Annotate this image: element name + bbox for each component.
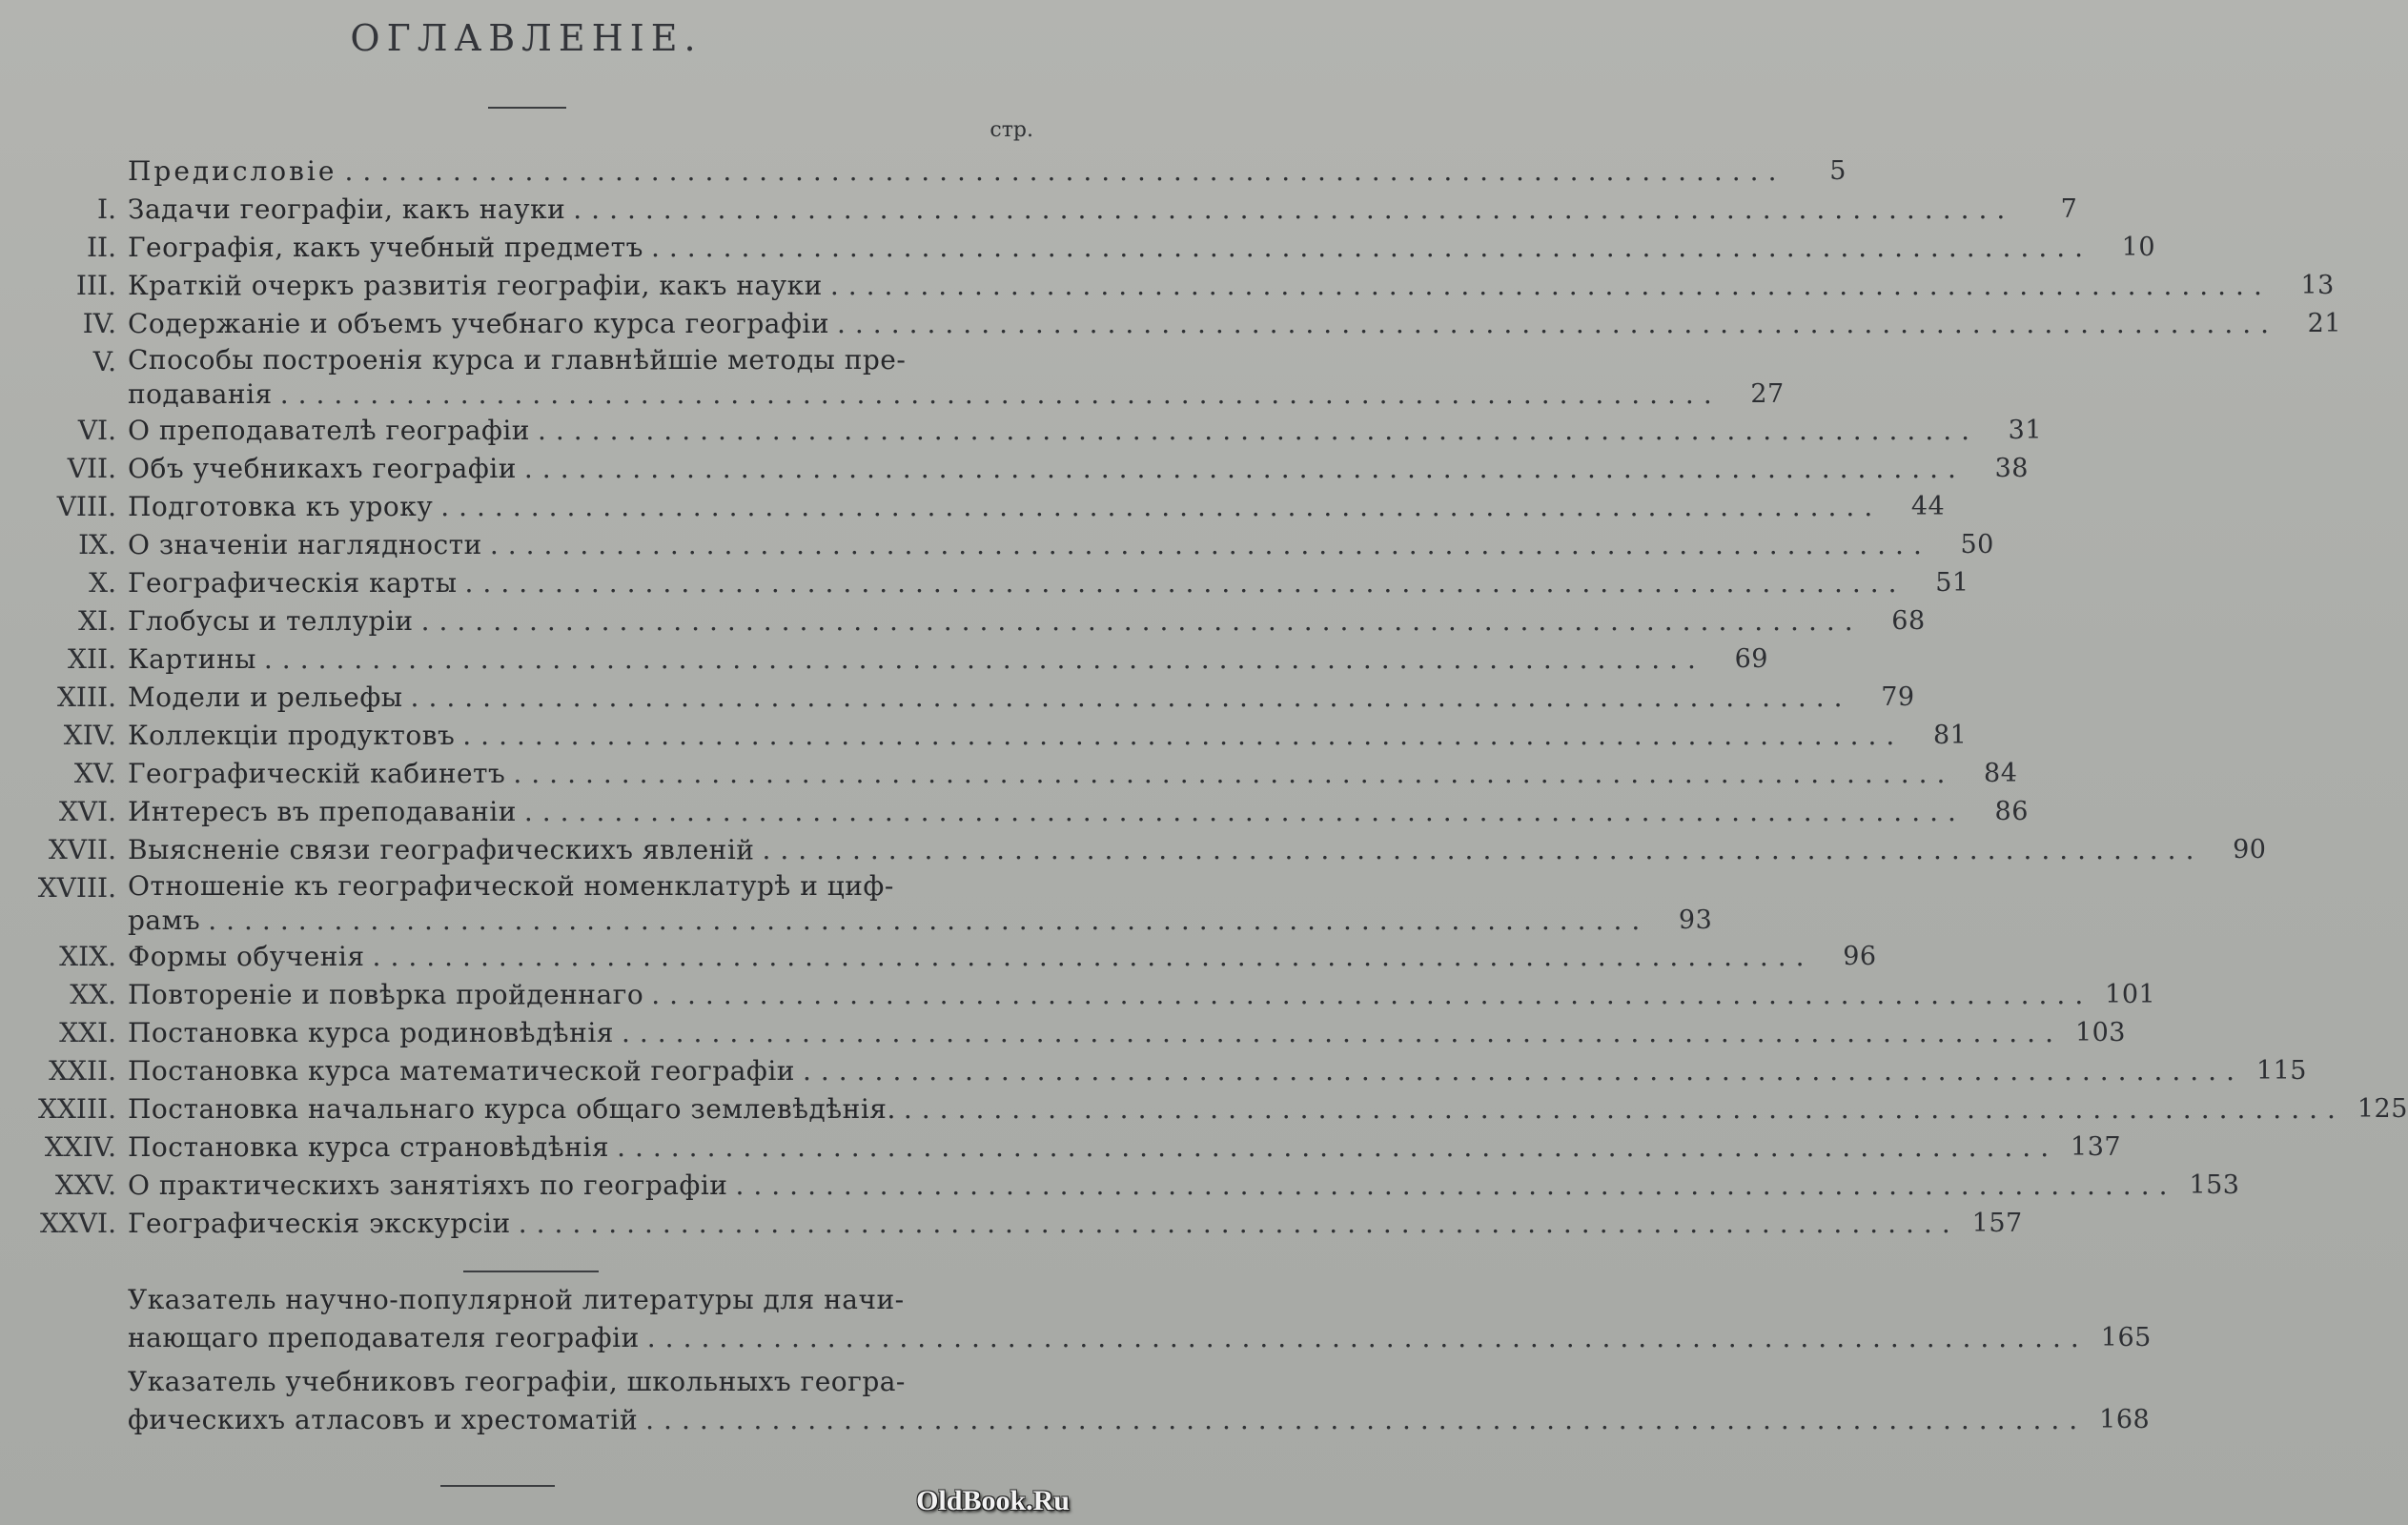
entry-line: [128, 1401, 2150, 1439]
chapter-number: XV.: [73, 758, 116, 789]
entry-page: 157: [1971, 1209, 2023, 1238]
entry-page: 38: [1994, 454, 2029, 483]
toc-entry: [0, 267, 2335, 305]
entry-body: [128, 831, 2266, 869]
toc-entry: [0, 343, 1785, 412]
entry-page: 84: [1984, 759, 2018, 788]
entry-title: Краткій очеркъ развитія географіи, какъ науки: [128, 270, 823, 301]
entry-page: 101: [2105, 980, 2156, 1009]
entry-page: 81: [1932, 721, 1968, 750]
dot-leader: ................................................................................: [537, 415, 1980, 446]
chapter-number: XXII.: [49, 1055, 116, 1087]
entry-title: Постановка начальнаго курса общаго землевѣдѣнія.: [128, 1093, 896, 1125]
chapter-number: XXIV.: [44, 1131, 116, 1163]
dot-leader: ................................................................................: [645, 1404, 2088, 1435]
entry-title: Указатель учебниковъ географіи, школьныхъ геогра-: [128, 1366, 906, 1397]
dot-leader: ................................................................................: [464, 567, 1907, 599]
entry-title: Глобусы и теллуріи: [128, 605, 414, 637]
entry-body: [128, 1014, 2126, 1052]
appendix-list: [0, 1281, 2152, 1445]
entry-line: [128, 1052, 2307, 1090]
entry-line: [128, 755, 2017, 793]
entry-page: 137: [2071, 1132, 2122, 1162]
chapter-number: XXV.: [54, 1169, 116, 1201]
entry-page: 96: [1843, 942, 1877, 971]
chapter-number: XIII.: [56, 681, 116, 713]
entry-body: [128, 1205, 2023, 1243]
chapter-number: [0, 1281, 128, 1357]
entry-line: [128, 602, 1926, 640]
entry-line: [128, 1167, 2240, 1205]
entry-line: [128, 976, 2155, 1014]
entry-body: [128, 412, 2042, 450]
toc-entry: [0, 564, 1969, 602]
entry-page: 90: [2233, 835, 2267, 864]
entry-title: Выясненіе связи географическихъ явленій: [128, 834, 755, 865]
toc-entry: [0, 1363, 2151, 1439]
entry-body: [128, 564, 1969, 602]
entry-title: Коллекціи продуктовъ: [128, 720, 456, 751]
entry-line: [128, 526, 1994, 564]
chapter-number: IX.: [78, 529, 116, 560]
entry-line: [128, 305, 2341, 343]
entry-body: [128, 755, 2017, 793]
dot-leader: ................................................................................: [523, 796, 1966, 827]
chapter-number: XVIII.: [37, 872, 116, 904]
dot-leader: ................................................................................: [903, 1093, 2345, 1125]
chapter-number: XII.: [68, 643, 116, 675]
dot-leader: ................................................................................: [762, 834, 2204, 865]
entry-line: [128, 488, 1945, 526]
entry-page: 13: [2300, 271, 2335, 300]
dot-leader: ................................................................................: [837, 308, 2279, 339]
toc-entry: [0, 412, 2043, 450]
toc-entry: [0, 1281, 2152, 1357]
entry-page: 69: [1734, 644, 1768, 674]
toc-entry: [0, 831, 2267, 869]
toc-entry: [0, 1052, 2307, 1090]
dot-leader: ................................................................................: [279, 378, 1722, 410]
entry-page: 44: [1910, 492, 1946, 521]
entry-title: Способы построенія курса и главнѣйшіе методы пре-: [128, 344, 907, 376]
chapter-number: II.: [86, 232, 116, 263]
toc-entry: [0, 1167, 2240, 1205]
page-column-header: стр.: [990, 118, 1033, 142]
chapter-number: VI.: [77, 415, 116, 446]
dot-leader: ................................................................................: [646, 1322, 2089, 1353]
toc-entry: [0, 679, 1915, 717]
entry-line: [128, 938, 1877, 976]
entry-body: [128, 450, 2029, 488]
entry-title: Постановка курса родиновѣдѣнія: [128, 1017, 614, 1048]
entry-body: [128, 938, 1877, 976]
entry-page: 115: [2255, 1056, 2307, 1086]
toc-entry: [0, 640, 1768, 679]
entry-line: [128, 1090, 2408, 1128]
entry-title: Постановка курса страновѣдѣнія: [128, 1131, 610, 1163]
toc-entry: [0, 1090, 2408, 1128]
entry-page: 27: [1750, 379, 1785, 409]
entry-title: О значеніи наглядности: [128, 529, 482, 560]
entry-body: [128, 1363, 2150, 1439]
entry-line: [128, 377, 1785, 412]
section-rule: [463, 1271, 599, 1272]
entry-page: 125: [2357, 1094, 2408, 1124]
entry-title: Формы обученія: [128, 941, 365, 972]
entry-line: [128, 717, 1967, 755]
chapter-number: IV.: [82, 308, 116, 339]
entry-body: [128, 602, 1926, 640]
toc-entry-preface: [0, 152, 1849, 191]
entry-title: Отношеніе къ географической номенклатурѣ и циф-: [128, 870, 894, 902]
toc-entry: [0, 938, 1877, 976]
chapter-number: V.: [92, 346, 116, 377]
entry-page: 68: [1891, 606, 1926, 636]
chapter-number: VII.: [67, 453, 116, 484]
entry-body: [128, 152, 1848, 191]
entry-line: [128, 1281, 2152, 1319]
entry-line: [128, 152, 1848, 191]
entry-title: Картины: [128, 643, 256, 675]
entry-line: [128, 267, 2335, 305]
entry-body: [128, 191, 2077, 229]
dot-leader: ................................................................................: [462, 720, 1905, 751]
dot-leader: ................................................................................: [573, 193, 2015, 225]
toc-entry: [0, 976, 2156, 1014]
entry-page: 50: [1960, 530, 1994, 559]
entry-line: [128, 191, 2077, 229]
entry-title: О практическихъ занятіяхъ по географіи: [128, 1169, 728, 1201]
dot-leader: ................................................................................: [617, 1131, 2059, 1163]
dot-leader: ................................................................................: [523, 453, 1966, 484]
toc-entry: [0, 1014, 2126, 1052]
entry-body: [128, 526, 1994, 564]
chapter-number: X.: [89, 567, 116, 599]
entry-line: [128, 1205, 2023, 1243]
chapter-number: XXVI.: [39, 1208, 116, 1239]
chapter-number: XI.: [78, 605, 116, 637]
dot-leader: ................................................................................: [518, 1208, 1960, 1239]
entry-line: [128, 831, 2266, 869]
entry-body: [128, 229, 2155, 267]
entry-title: Предисловіе: [128, 155, 337, 187]
entry-title: Подготовка къ уроку: [128, 491, 434, 522]
entry-body: [128, 1281, 2152, 1357]
entry-line: [128, 564, 1969, 602]
entry-body: [128, 267, 2335, 305]
dot-leader: ................................................................................: [208, 905, 1650, 936]
page-title: ОГЛАВЛЕНІЕ.: [350, 17, 703, 59]
entry-line: [128, 1128, 2121, 1167]
toc-entry: [0, 526, 1994, 564]
entry-page: 168: [2099, 1405, 2151, 1434]
toc-entry: [0, 488, 1946, 526]
entry-line: [128, 869, 1712, 904]
entry-title: Географическія экскурсіи: [128, 1208, 511, 1239]
dot-leader: ................................................................................: [829, 270, 2272, 301]
chapter-number: XX.: [70, 979, 116, 1010]
entry-body: [128, 976, 2155, 1014]
entry-page: 153: [2189, 1170, 2240, 1200]
entry-title: Интересъ въ преподаваніи: [128, 796, 517, 827]
entry-body: [128, 869, 1712, 938]
dot-leader: ................................................................................: [651, 979, 2093, 1010]
entry-line: [128, 679, 1915, 717]
dot-leader: ................................................................................: [372, 941, 1814, 972]
chapter-number: [0, 152, 128, 191]
toc-entry: [0, 869, 1713, 938]
dot-leader: ................................................................................: [410, 681, 1852, 713]
entry-title: Модели и рельефы: [128, 681, 403, 713]
title-rule: [488, 107, 566, 109]
entry-title: Задачи географіи, какъ науки: [128, 193, 566, 225]
entry-body: [128, 679, 1915, 717]
chapter-number: I.: [97, 193, 116, 225]
entry-title: рамъ: [128, 905, 201, 936]
toc-entry: [0, 229, 2156, 267]
chapter-number: [0, 1363, 128, 1439]
dot-leader: ................................................................................: [621, 1017, 2063, 1048]
entry-title: фическихъ атласовъ и хрестоматій: [128, 1404, 639, 1435]
chapter-list: [0, 191, 2408, 1243]
toc-entry: [0, 717, 1968, 755]
dot-leader: ................................................................................: [440, 491, 1883, 522]
entry-page: 103: [2074, 1018, 2126, 1047]
entry-body: [128, 488, 1945, 526]
entry-title: нающаго преподавателя географіи: [128, 1322, 640, 1353]
entry-page: 31: [2008, 416, 2043, 445]
bottom-rule: [440, 1485, 555, 1487]
dot-leader: ................................................................................: [263, 643, 1705, 675]
entry-title: Повтореніе и повѣрка пройденнаго: [128, 979, 644, 1010]
toc-entry: [0, 305, 2342, 343]
entry-body: [128, 305, 2341, 343]
entry-line: [128, 1014, 2126, 1052]
toc-entry: [0, 755, 2018, 793]
entry-body: [128, 793, 2029, 831]
toc-entry: [0, 793, 2029, 831]
dot-leader: ................................................................................: [420, 605, 1863, 637]
entry-line: [128, 640, 1768, 679]
watermark-logo: OldBook.Ru: [916, 1485, 1070, 1516]
entry-body: [128, 1090, 2408, 1128]
dot-leader: ................................................................................: [344, 155, 1786, 187]
entry-line: [128, 229, 2155, 267]
entry-page: 51: [1935, 568, 1969, 598]
entry-line: [128, 1319, 2152, 1357]
entry-page: 7: [2060, 194, 2078, 224]
toc-entry: [0, 602, 1926, 640]
chapter-number: XIV.: [63, 720, 116, 751]
chapter-number: VIII.: [56, 491, 116, 522]
entry-body: [128, 640, 1768, 679]
chapter-number: XVII.: [48, 834, 116, 865]
toc-entry: [0, 1205, 2023, 1243]
entry-title: Постановка курса математической географіи: [128, 1055, 795, 1087]
chapter-number: XXIII.: [38, 1093, 116, 1125]
entry-page: 79: [1881, 682, 1915, 712]
entry-line: [128, 904, 1712, 938]
entry-line: [128, 793, 2029, 831]
entry-title: Объ учебникахъ географіи: [128, 453, 517, 484]
entry-title: Указатель научно-популярной литературы для начи-: [128, 1284, 905, 1315]
entry-body: [128, 343, 1785, 412]
chapter-number: XXI.: [59, 1017, 116, 1048]
table-of-contents: [0, 152, 2408, 1243]
entry-page: 5: [1829, 156, 1849, 186]
entry-title: Содержаніе и объемъ учебнаго курса географіи: [128, 308, 829, 339]
entry-page: 86: [1994, 797, 2029, 826]
dot-leader: ................................................................................: [513, 758, 1955, 789]
entry-page: 10: [2121, 233, 2156, 262]
toc-entry: [0, 1128, 2122, 1167]
entry-title: Географическія карты: [128, 567, 458, 599]
entry-body: [128, 717, 1967, 755]
entry-body: [128, 1128, 2121, 1167]
chapter-number: III.: [75, 270, 116, 301]
dot-leader: ................................................................................: [802, 1055, 2244, 1087]
entry-title: О преподавателѣ географіи: [128, 415, 530, 446]
entry-title: Географическій кабинетъ: [128, 758, 506, 789]
toc-entry: [0, 191, 2078, 229]
chapter-number: XIX.: [59, 941, 116, 972]
entry-page: 21: [2307, 309, 2342, 338]
entry-line: [128, 450, 2029, 488]
entry-page: 165: [2100, 1323, 2152, 1352]
entry-line: [128, 412, 2042, 450]
entry-body: [128, 1052, 2307, 1090]
chapter-number: XVI.: [58, 796, 116, 827]
dot-leader: ................................................................................: [489, 529, 1931, 560]
dot-leader: ................................................................................: [650, 232, 2093, 263]
entry-line: [128, 1363, 2150, 1401]
toc-entry: [0, 450, 2029, 488]
entry-body: [128, 1167, 2240, 1205]
dot-leader: ................................................................................: [735, 1169, 2177, 1201]
entry-page: 93: [1678, 905, 1713, 935]
entry-title: Географія, какъ учебный предметъ: [128, 232, 643, 263]
entry-line: [128, 343, 1785, 377]
entry-title: подаванія: [128, 378, 273, 410]
